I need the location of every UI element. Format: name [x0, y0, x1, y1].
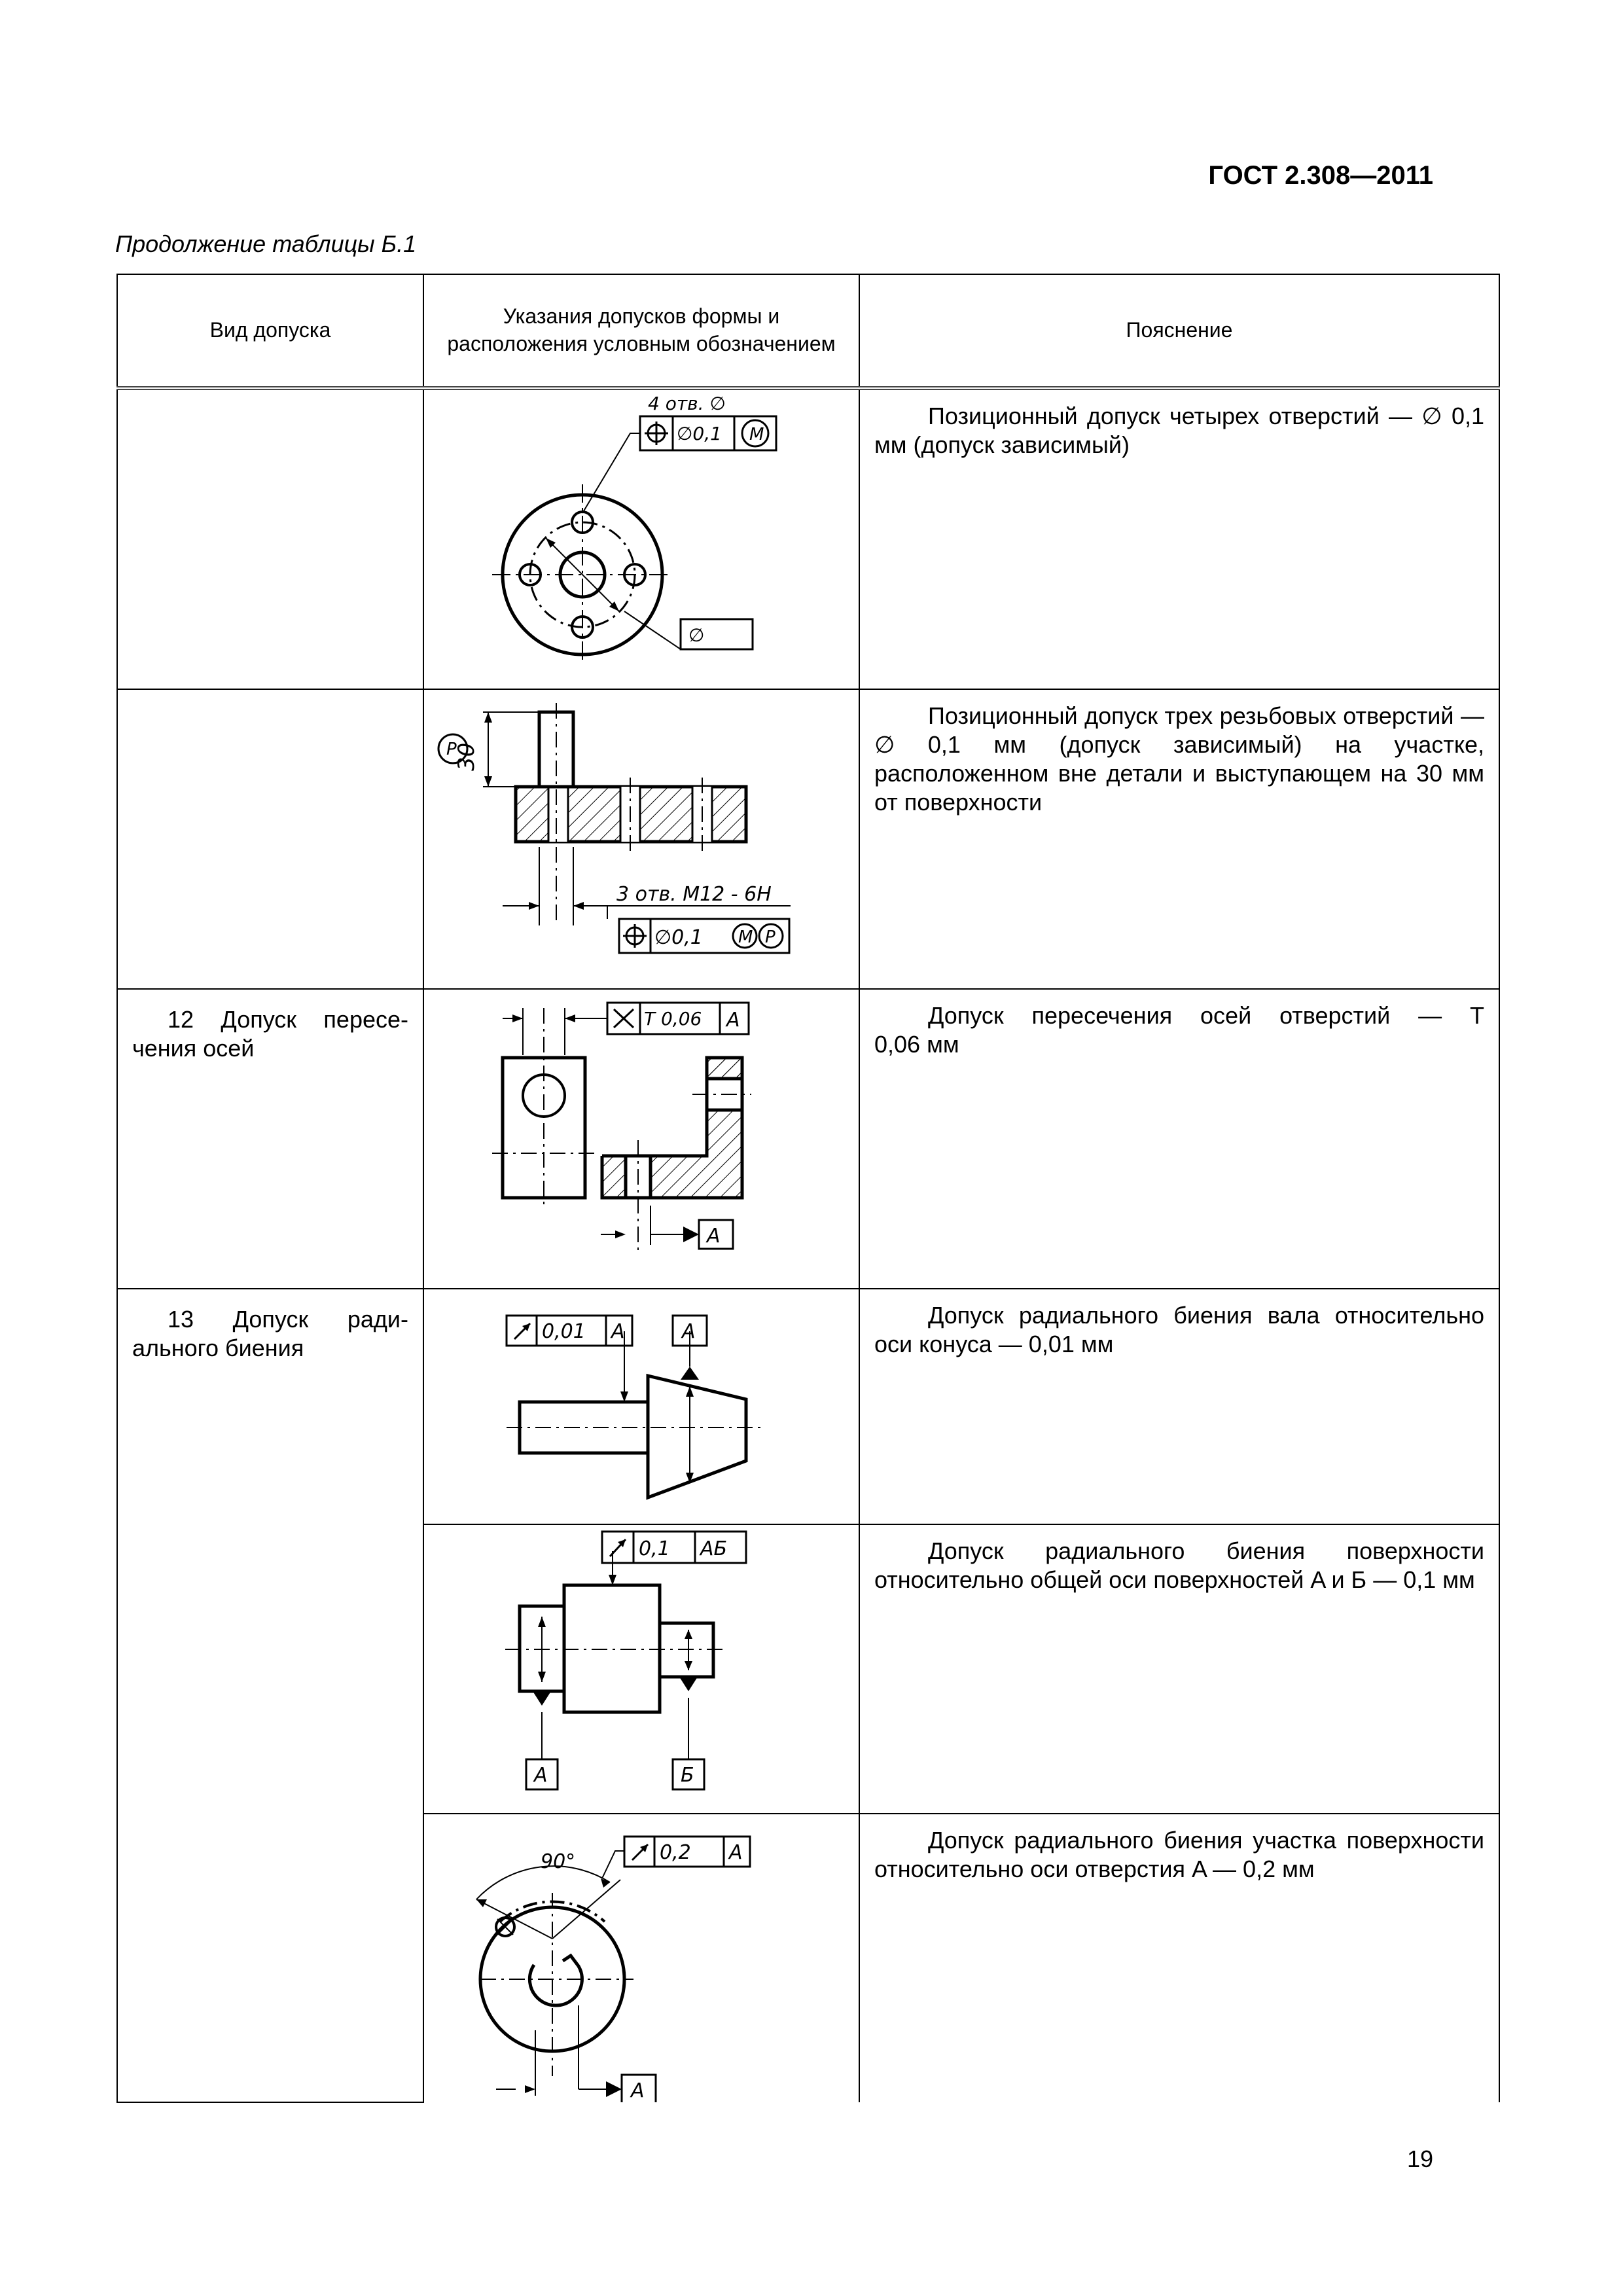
explanation-cell: [859, 1524, 1499, 1814]
modifier-p: P: [765, 927, 776, 947]
tolerance-table: [116, 274, 1500, 2103]
explanation-cell: [859, 1289, 1499, 1524]
tolerance-value: ∅0,1: [677, 423, 722, 444]
datum-box-a: A: [534, 1764, 548, 1787]
datum-ref: A: [729, 1841, 743, 1864]
explanation-text: Позиционный допуск четырех отверстий — ∅ 0,1 мм (допуск зависимый): [874, 403, 1484, 458]
datum-ref: A: [611, 1320, 625, 1343]
table-row: [117, 689, 1499, 989]
tolerance-value: ∅0,1: [654, 926, 703, 949]
tolerance-value: T 0,06: [644, 1008, 702, 1030]
table-row: [117, 1289, 1499, 1524]
explanation-text: Допуск радиального биения поверхности относительно общей оси поверхностей A и Б — 0,1 мм: [874, 1537, 1484, 1593]
explanation-cell: [859, 689, 1499, 989]
projected-zone-drawing: [424, 690, 840, 973]
datum-box-b: Б: [681, 1764, 694, 1787]
explanation-text: Позиционный допуск трех резьбовых отверстий — ∅ 0,1 мм (допуск зависимый) на участке, расположенном вне детали и выступающем на 30 мм от поверхности: [874, 702, 1484, 816]
tolerance-value: 0,2: [660, 1841, 691, 1864]
angle-value: 90°: [541, 1850, 576, 1873]
table-header-row: [117, 274, 1499, 388]
header-notation: Указания допусков формы и расположения условным обозначением: [423, 274, 859, 388]
drawing-cell: [423, 989, 859, 1289]
table-row: [117, 989, 1499, 1289]
explanation-text-line2: 0,06 мм: [874, 1030, 959, 1058]
kind-text-line2: ального биения: [132, 1334, 304, 1361]
datum-box-a: A: [682, 1320, 696, 1343]
explanation-cell: [859, 388, 1499, 689]
datum-ref: A: [726, 1009, 740, 1031]
kind-cell: [117, 388, 423, 689]
kind-cell: [117, 1289, 423, 2102]
kind-cell: [117, 989, 423, 1289]
kind-text-line1: 13 Допуск ради-: [168, 1306, 408, 1333]
diameter-box-symbol: ∅: [688, 624, 705, 646]
projected-symbol: P: [446, 740, 457, 759]
runout-portion-drawing: [424, 1814, 840, 2102]
runout-cone-drawing: [424, 1289, 840, 1524]
drawing-cell: [423, 1289, 859, 1524]
explanation-cell: [859, 1814, 1499, 2102]
standard-number: ГОСТ 2.308—2011: [1208, 161, 1433, 190]
kind-cell: [117, 689, 423, 989]
kind-text-line2: чения осей: [132, 1034, 255, 1062]
explanation-text: Допуск радиального биения вала относительно оси конуса — 0,01 мм: [874, 1302, 1484, 1357]
drawing-cell: [423, 388, 859, 689]
datum-box-a: A: [707, 1225, 721, 1247]
drawing-cell: [423, 1524, 859, 1814]
modifier-m: M: [749, 425, 764, 444]
table-row: [117, 388, 1499, 689]
explanation-cell: [859, 989, 1499, 1289]
datum-ref: AБ: [700, 1537, 728, 1560]
modifier-m: M: [738, 927, 753, 947]
four-holes-drawing: [424, 390, 840, 673]
explanation-text: Допуск радиального биения участка поверхности относительно оси отверстия A — 0,2 мм: [874, 1827, 1484, 1882]
datum-box-a: A: [631, 2079, 645, 2102]
table-caption: Продолжение таблицы Б.1: [115, 230, 417, 257]
page-number: 19: [1406, 2145, 1433, 2172]
threads-note: 3 отв. M12 - 6H: [616, 883, 772, 906]
drawing-cell: [423, 1814, 859, 2102]
tolerance-value: 0,1: [639, 1537, 670, 1560]
header-kind: Вид допуска: [117, 274, 423, 388]
runout-common-axis-drawing: [424, 1525, 840, 1813]
projected-length: 30: [454, 742, 480, 771]
holes-note: 4 отв. ∅: [648, 393, 726, 414]
kind-text-line1: 12 Допуск пересе-: [168, 1006, 408, 1033]
header-explanation: Пояснение: [859, 274, 1499, 388]
axis-intersection-drawing: [424, 990, 840, 1272]
drawing-cell: [423, 689, 859, 989]
tolerance-value: 0,01: [542, 1320, 586, 1343]
explanation-text-line1: Допуск пересечения осей отверстий — T: [928, 1002, 1484, 1029]
